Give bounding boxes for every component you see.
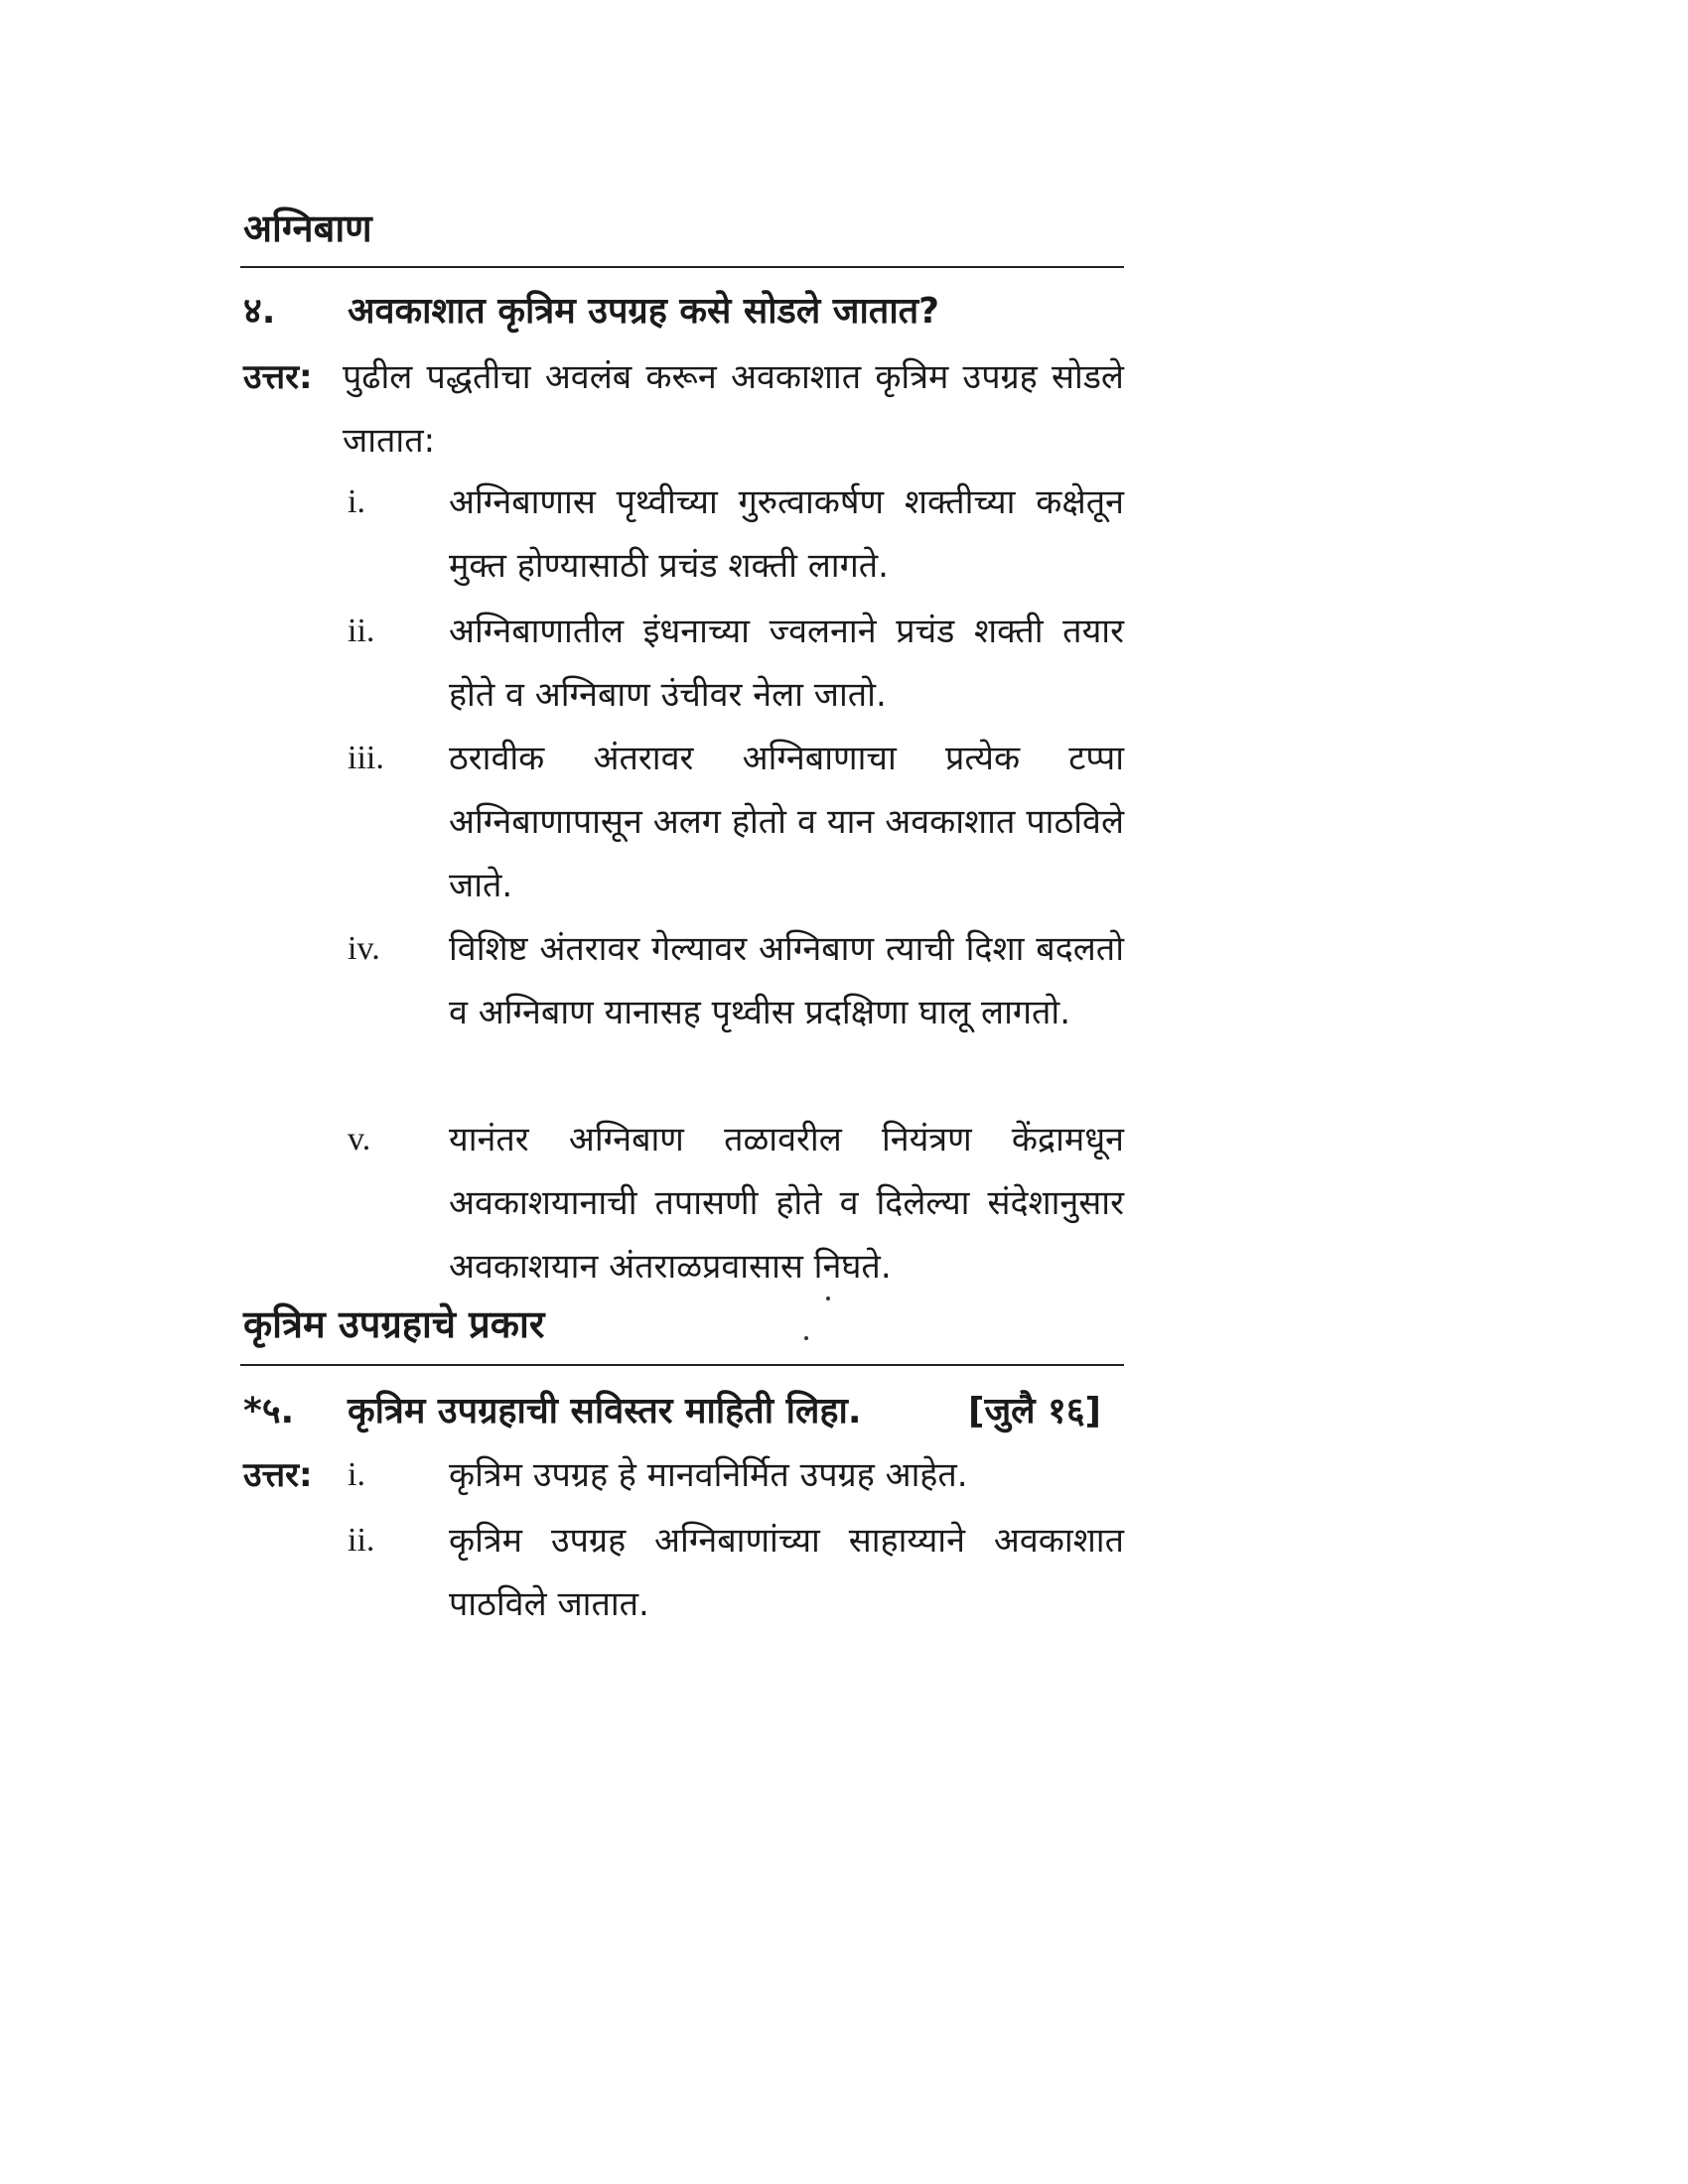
list-item-number: ii. <box>348 1522 375 1559</box>
section-divider <box>240 1364 1124 1366</box>
list-item-text: कृत्रिम उपग्रह हे मानवनिर्मित उपग्रह आहेत. <box>449 1455 968 1495</box>
list-item-text: विशिष्ट अंतरावर गेल्यावर अग्निबाण त्याची दिशा बदलतो व अग्निबाण यानासह पृथ्वीस प्रदक्षिणा घालू लागतो. <box>449 929 1124 1032</box>
section-heading-rocket: अग्निबाण <box>243 206 372 250</box>
list-item-text: ठरावीक अंतरावर अग्निबाणाचा प्रत्येक टप्पा अग्निबाणापासून अलग होतो व यान अवकाशात पाठविले जाते. <box>449 739 1124 905</box>
scan-speck <box>804 1336 808 1340</box>
scan-speck <box>826 1297 830 1300</box>
list-item-number: iv. <box>348 930 380 967</box>
question-text: अवकाशात कृत्रिम उपग्रह कसे सोडले जातात? <box>348 291 940 332</box>
answer-intro-text: पुढील पद्धतीचा अवलंब करून अवकाशात कृत्रिम उपग्रह सोडले जातात: <box>343 357 1124 461</box>
list-item-text: अग्निबाणास पृथ्वीच्या गुरुत्वाकर्षण शक्तीच्या कक्षेतून मुक्त होण्यासाठी प्रचंड शक्ती लागते. <box>449 482 1124 586</box>
section-divider <box>240 266 1124 268</box>
answer-intro <box>343 345 1124 473</box>
question-number: *५. <box>243 1391 295 1432</box>
list-item-text: कृत्रिम उपग्रह अग्निबाणांच्या साहाय्याने अवकाशात पाठविले जातात. <box>449 1521 1124 1624</box>
answer-label: उत्तर: <box>243 357 313 397</box>
question-number: ४. <box>243 291 276 332</box>
list-item-number: i. <box>348 483 365 520</box>
list-item-text: अग्निबाणातील इंधनाच्या ज्वलनाने प्रचंड शक्ती तयार होते व अग्निबाण उंचीवर नेला जातो. <box>449 612 1124 715</box>
list-item-number: v. <box>348 1121 371 1158</box>
answer-label: उत्तर: <box>243 1455 313 1495</box>
list-item-number: iii. <box>348 740 384 776</box>
section-heading-satellite-types: कृत्रिम उपग्रहाचे प्रकार <box>243 1302 545 1346</box>
list-item-text: यानंतर अग्निबाण तळावरील नियंत्रण केंद्रामधून अवकाशयानाची तपासणी होते व दिलेल्या संदेशानुसार अवकाशयान अंतराळप्रवासास निघते. <box>449 1120 1124 1287</box>
list-item-number: i. <box>348 1456 365 1493</box>
exam-reference: [जुलै १६] <box>968 1391 1101 1432</box>
question-text: कृत्रिम उपग्रहाची सविस्तर माहिती लिहा. <box>348 1391 862 1432</box>
list-item-number: ii. <box>348 613 375 649</box>
